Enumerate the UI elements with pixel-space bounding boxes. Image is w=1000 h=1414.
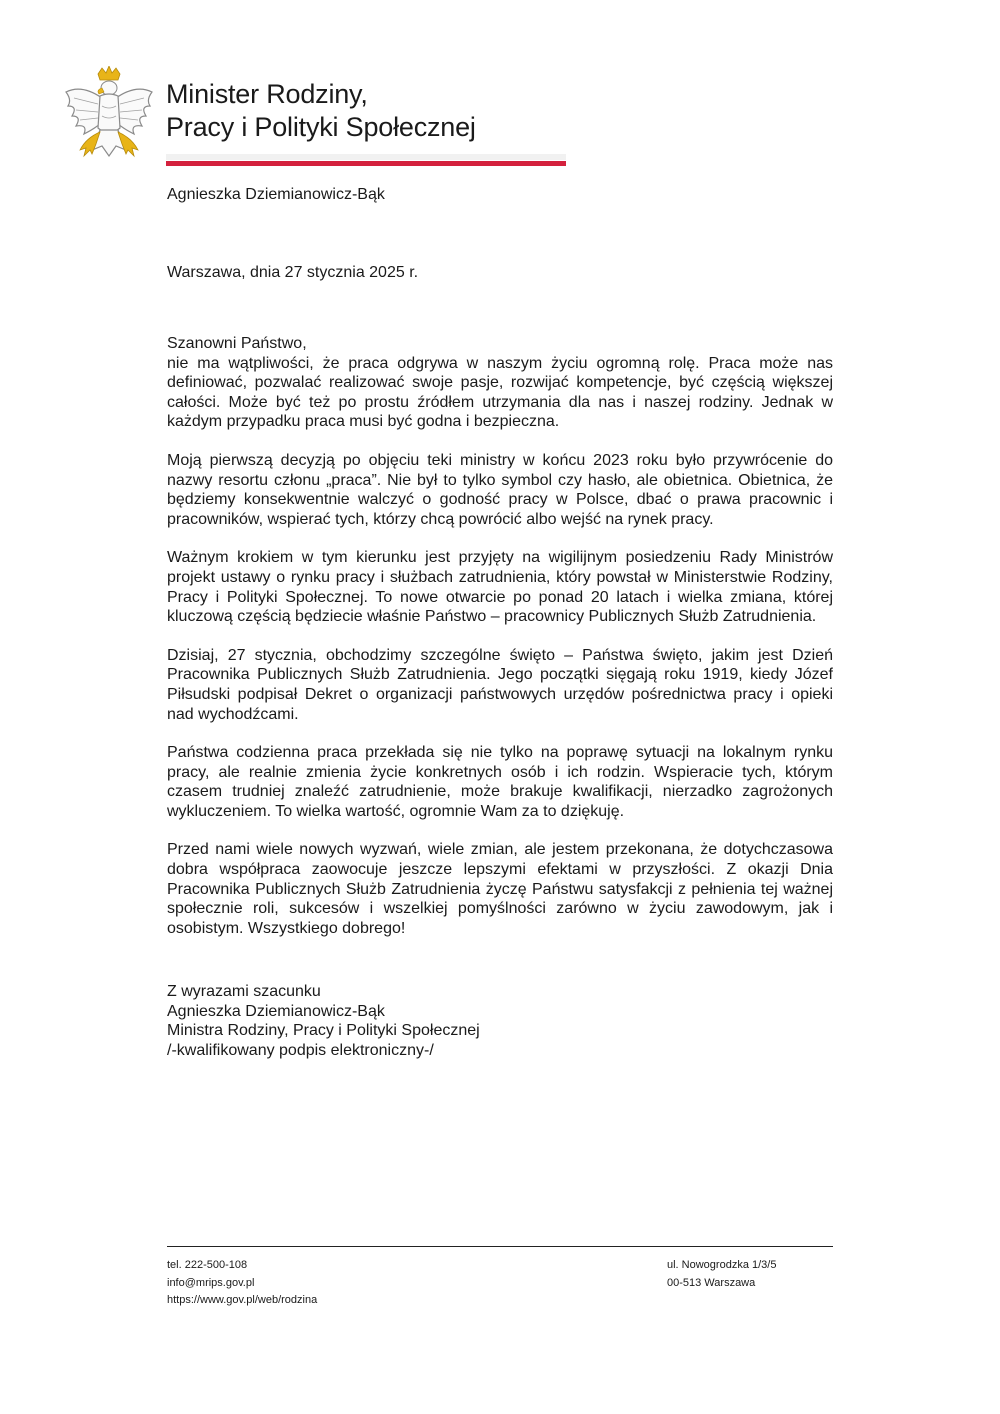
author-name: Agnieszka Dziemianowicz-Bąk — [167, 186, 385, 203]
footer-phone: tel. 222-500-108 — [167, 1259, 248, 1271]
closing: Z wyrazami szacunku — [167, 983, 321, 1000]
footer-email[interactable]: info@mrips.gov.pl — [167, 1276, 255, 1289]
footer-city: 00-513 Warszawa — [667, 1276, 756, 1289]
footer-website[interactable]: https://www.gov.pl/web/rodzina — [167, 1294, 318, 1306]
paragraph: nie ma wątpliwości, że praca odgrywa w naszym życiu ogromną rolę. Praca może nas definiować, pozwalać realizować swoje pasje, rozwijać kompetencje, być częścią większej całości. Może być też po prostu źródłem utrzymania dla nas i naszej rodziny. Jednak w każdym przypadku praca musi być godna i bezpieczna. — [167, 354, 833, 431]
footer-address — [667, 1257, 776, 1292]
footer-contact — [167, 1257, 317, 1310]
paragraph: Przed nami wiele nowych wyzwań, wiele zmian, ale jestem przekonana, że dotychczasowa dobra współpraca zaowocuje jeszcze lepszymi efektami w przyszłości. Z okazji Dnia Pracownika Publicznych Służb Zatrudnienia życzę Państwu satysfakcji z pełnienia tej ważnej społecznie roli, sukcesów i wszelkiej pomyślności zarówno w życiu zawodowym, jak i osobistym. Wszystkiego dobrego! — [167, 841, 833, 937]
signature-note: /-kwalifikowany podpis elektroniczny-/ — [167, 1041, 434, 1059]
signoff — [167, 982, 480, 1060]
letterhead — [62, 66, 512, 176]
letter-body — [167, 334, 833, 957]
paragraph: Moją pierwszą decyzją po objęciu teki ministry w końcu 2023 roku było przywrócenie do nazwy resortu członu „praca”. Nie był to tylko symbol czy hasło, ale obietnica. Obietnica, że będziemy konsekwentnie walczyć o godność pracy w Polsce, dbać o prawa pracownic i pracowników, wspierać tych, którzy chcą powrócić albo wejść na rynek pracy. — [167, 451, 833, 528]
footer-divider — [167, 1246, 833, 1247]
paragraph: Państwa codzienna praca przekłada się nie tylko na poprawę sytuacji na lokalnym rynku pracy, ale realnie zmienia życie konkretnych osób i ich rodzin. Wspieracie tych, którym czasem trudniej znaleźć zatrudnienie, może brakuje kwalifikacji, nierzadko zagrożonych wykluczeniem. To wielka wartość, ogromnie Wam za to dziękuję. — [167, 744, 833, 820]
greeting: Szanowni Państwo, — [167, 335, 307, 352]
signatory-name: Agnieszka Dziemianowicz-Bąk — [167, 1002, 385, 1020]
flag-stripe-red — [166, 161, 566, 166]
flag-stripe-white — [166, 154, 566, 160]
paragraph: Dzisiaj, 27 stycznia, obchodzimy szczególne święto – Państwa święto, jakim jest Dzień Pracownika Publicznych Służb Zatrudnienia. Jego początki sięgają roku 1919, kiedy Józef Piłsudski podpisał Dekret o organizacji państwowych urzędów pośrednictwa pracy i opieki nad wychodźcami. — [167, 646, 833, 723]
letter-date: Warszawa, dnia 27 stycznia 2025 r. — [167, 264, 419, 281]
signatory-position: Ministra Rodziny, Pracy i Polityki Społecznej — [167, 1022, 480, 1040]
polish-eagle-emblem-icon — [62, 66, 156, 168]
footer-street: ul. Nowogrodzka 1/3/5 — [667, 1259, 777, 1271]
paragraph: Ważnym krokiem w tym kierunku jest przyjęty na wigilijnym posiedzeniu Rady Ministrów projekt ustawy o rynku pracy i służbach zatrudnienia, który powstał w Ministerstwie Rodziny, Pracy i Polityki Społecznej. To nowe otwarcie po ponad 20 latach i wielka zmiana, której kluczową częścią będziecie właśnie Państwo – pracownicy Publicznych Służb Zatrudnienia. — [167, 549, 833, 626]
ministry-title: Minister Rodziny, Pracy i Polityki Społecznej — [166, 79, 476, 142]
